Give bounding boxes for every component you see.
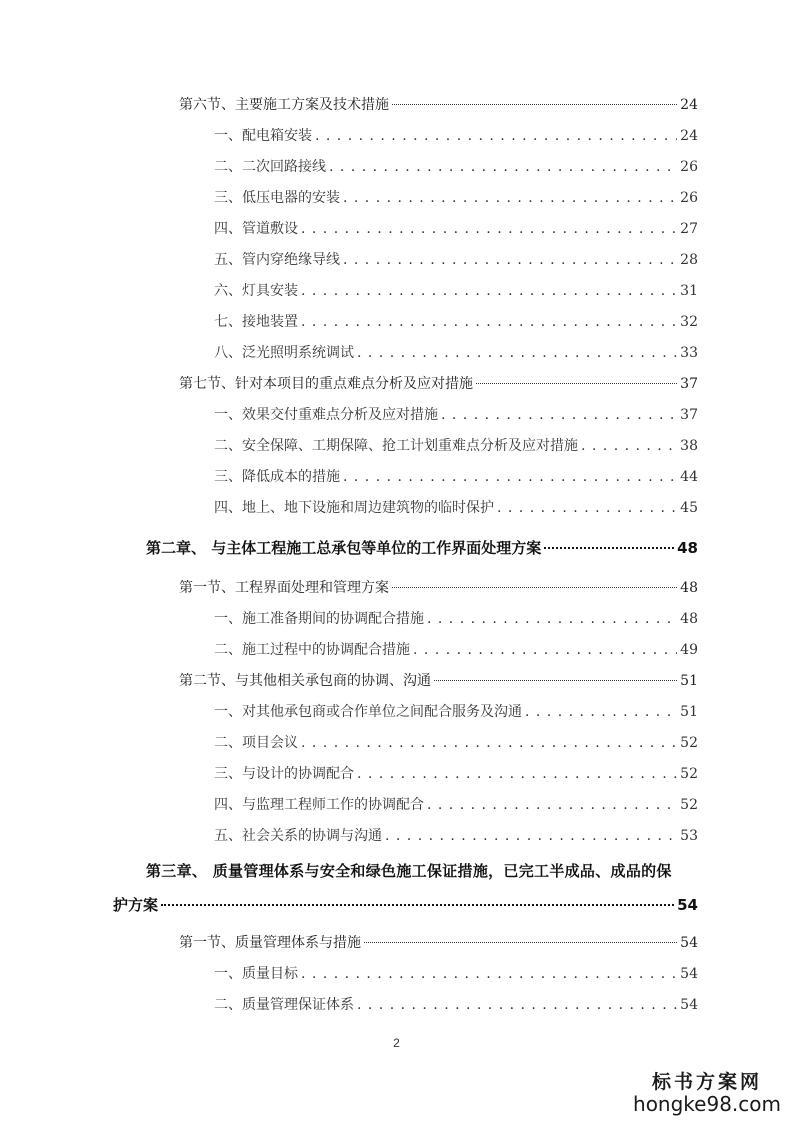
toc-entry-title: 第一节、工程界面处理和管理方案 bbox=[179, 580, 389, 596]
dot-leader bbox=[301, 283, 677, 299]
toc-entry-title: 第七节、针对本项目的重点难点分析及应对措施 bbox=[179, 376, 473, 392]
toc-entry-page: 49 bbox=[680, 642, 698, 658]
toc-entry-page: 27 bbox=[680, 221, 698, 237]
dot-leader bbox=[497, 500, 677, 516]
toc-section-entry[interactable] bbox=[179, 932, 698, 952]
toc-entry-title: 二、质量管理保证体系 bbox=[214, 997, 354, 1013]
toc-item-entry[interactable] bbox=[214, 763, 698, 783]
toc-section-entry[interactable] bbox=[179, 577, 698, 597]
toc-item-entry[interactable] bbox=[214, 311, 698, 331]
toc-entry-page: 24 bbox=[680, 128, 698, 144]
toc-item-entry[interactable] bbox=[214, 466, 698, 486]
toc-entry-page: 52 bbox=[680, 735, 698, 751]
toc-entry-title: 五、社会关系的协调与沟通 bbox=[214, 828, 382, 844]
toc-entry-title: 一、对其他承包商或合作单位之间配合服务及沟通 bbox=[214, 704, 522, 720]
toc-item-entry[interactable] bbox=[214, 994, 698, 1014]
toc-entry-title: 三、降低成本的措施 bbox=[214, 469, 340, 485]
toc-entry-page: 38 bbox=[680, 438, 698, 454]
toc-entry-page: 54 bbox=[680, 966, 698, 982]
toc-entry-page: 54 bbox=[677, 896, 698, 914]
toc-entry-title: 二、二次回路接线 bbox=[214, 159, 326, 175]
toc-entry-title: 护方案 bbox=[113, 896, 159, 914]
toc-entry-title: 四、地上、地下设施和周边建筑物的临时保护 bbox=[214, 500, 494, 516]
toc-entry-title: 四、与监理工程师工作的协调配合 bbox=[214, 797, 424, 813]
toc-entry-page: 45 bbox=[680, 500, 698, 516]
toc-chapter-entry[interactable] bbox=[146, 537, 698, 558]
dot-leader bbox=[581, 438, 677, 454]
page-number: 2 bbox=[393, 1036, 400, 1050]
dot-leader bbox=[392, 586, 677, 588]
toc-item-entry[interactable] bbox=[214, 825, 698, 845]
toc-entry-page: 37 bbox=[680, 376, 698, 392]
toc-entry-title: 七、接地装置 bbox=[214, 314, 298, 330]
toc-entry-page: 48 bbox=[680, 580, 698, 596]
dot-leader bbox=[364, 941, 677, 943]
toc-entry-title: 六、灯具安装 bbox=[214, 283, 298, 299]
toc-entry-page: 51 bbox=[680, 673, 698, 689]
toc-entry-title: 八、泛光照明系统调试 bbox=[214, 345, 354, 361]
dot-leader bbox=[329, 159, 677, 175]
dot-leader bbox=[434, 679, 677, 681]
toc-item-entry[interactable] bbox=[214, 342, 698, 362]
dot-leader bbox=[315, 128, 677, 144]
toc-entry-title: 一、质量目标 bbox=[214, 966, 298, 982]
toc-entry-page: 48 bbox=[677, 539, 698, 557]
watermark-logo bbox=[633, 1067, 781, 1116]
dot-leader bbox=[161, 903, 674, 906]
dot-leader bbox=[343, 469, 677, 485]
dot-leader bbox=[301, 221, 677, 237]
dot-leader bbox=[301, 735, 677, 751]
watermark-url-text: hongke98.com bbox=[633, 1092, 781, 1116]
dot-leader bbox=[544, 546, 674, 549]
toc-section-entry[interactable] bbox=[179, 373, 698, 393]
dot-leader bbox=[427, 611, 677, 627]
toc-entry-page: 32 bbox=[680, 314, 698, 330]
toc-entry-page: 48 bbox=[680, 611, 698, 627]
toc-item-entry[interactable] bbox=[214, 497, 698, 517]
dot-leader bbox=[385, 828, 677, 844]
dot-leader bbox=[413, 642, 677, 658]
toc-entry-title: 第一节、质量管理体系与措施 bbox=[179, 935, 361, 951]
toc-entry-page: 51 bbox=[680, 704, 698, 720]
toc-item-entry[interactable] bbox=[214, 794, 698, 814]
toc-chapter-title-line1[interactable]: 第三章、 质量管理体系与安全和绿色施工保证措施，已完工半成品、成品的保 bbox=[146, 862, 672, 880]
toc-entry-title: 五、管内穿绝缘导线 bbox=[214, 252, 340, 268]
toc-entry-title: 一、施工准备期间的协调配合措施 bbox=[214, 611, 424, 627]
dot-leader bbox=[525, 704, 677, 720]
dot-leader bbox=[392, 103, 677, 105]
toc-entry-title: 二、安全保障、工期保障、抢工计划重难点分析及应对措施 bbox=[214, 438, 578, 454]
dot-leader bbox=[427, 797, 677, 813]
dot-leader bbox=[301, 966, 677, 982]
toc-item-entry[interactable] bbox=[214, 732, 698, 752]
toc-section-entry[interactable] bbox=[179, 94, 698, 114]
toc-entry-title: 第二章、 与主体工程施工总承包等单位的工作界面处理方案 bbox=[146, 539, 542, 557]
dot-leader bbox=[343, 252, 677, 268]
toc-item-entry[interactable] bbox=[214, 125, 698, 145]
toc-chapter-entry[interactable] bbox=[113, 894, 698, 915]
toc-item-entry[interactable] bbox=[214, 187, 698, 207]
toc-item-entry[interactable] bbox=[214, 218, 698, 238]
dot-leader bbox=[441, 407, 677, 423]
toc-item-entry[interactable] bbox=[214, 280, 698, 300]
toc-section-entry[interactable] bbox=[179, 670, 698, 690]
dot-leader bbox=[476, 382, 677, 384]
toc-item-entry[interactable] bbox=[214, 608, 698, 628]
toc-entry-page: 28 bbox=[680, 252, 698, 268]
toc-entry-title: 二、施工过程中的协调配合措施 bbox=[214, 642, 410, 658]
toc-item-entry[interactable] bbox=[214, 435, 698, 455]
toc-entry-title: 一、效果交付重难点分析及应对措施 bbox=[214, 407, 438, 423]
toc-item-entry[interactable] bbox=[214, 963, 698, 983]
toc-entry-page: 26 bbox=[680, 159, 698, 175]
toc-entry-page: 24 bbox=[680, 97, 698, 113]
toc-entry-title: 一、配电箱安装 bbox=[214, 128, 312, 144]
toc-entry-page: 44 bbox=[680, 469, 698, 485]
toc-entry-title: 二、项目会议 bbox=[214, 735, 298, 751]
dot-leader bbox=[357, 766, 677, 782]
toc-item-entry[interactable] bbox=[214, 249, 698, 269]
toc-item-entry[interactable] bbox=[214, 639, 698, 659]
toc-entry-title: 第二节、与其他相关承包商的协调、沟通 bbox=[179, 673, 431, 689]
toc-entry-page: 52 bbox=[680, 766, 698, 782]
toc-entry-page: 54 bbox=[680, 997, 698, 1013]
dot-leader bbox=[357, 997, 677, 1013]
toc-entry-page: 26 bbox=[680, 190, 698, 206]
toc-entry-title: 四、管道敷设 bbox=[214, 221, 298, 237]
dot-leader bbox=[357, 345, 677, 361]
toc-item-entry[interactable] bbox=[214, 156, 698, 176]
toc-entry-page: 52 bbox=[680, 797, 698, 813]
dot-leader bbox=[343, 190, 677, 206]
toc-entry-title: 三、低压电器的安装 bbox=[214, 190, 340, 206]
watermark-cn-text: 标书方案网 bbox=[652, 1071, 763, 1093]
toc-entry-page: 37 bbox=[680, 407, 698, 423]
toc-entry-page: 53 bbox=[680, 828, 698, 844]
toc-entry-page: 33 bbox=[680, 345, 698, 361]
toc-entry-title: 三、与设计的协调配合 bbox=[214, 766, 354, 782]
toc-entry-page: 31 bbox=[680, 283, 698, 299]
toc-entry-page: 54 bbox=[680, 935, 698, 951]
dot-leader bbox=[301, 314, 677, 330]
toc-item-entry[interactable] bbox=[214, 404, 698, 424]
toc-item-entry[interactable] bbox=[214, 701, 698, 721]
toc-entry-title: 第六节、主要施工方案及技术措施 bbox=[179, 97, 389, 113]
